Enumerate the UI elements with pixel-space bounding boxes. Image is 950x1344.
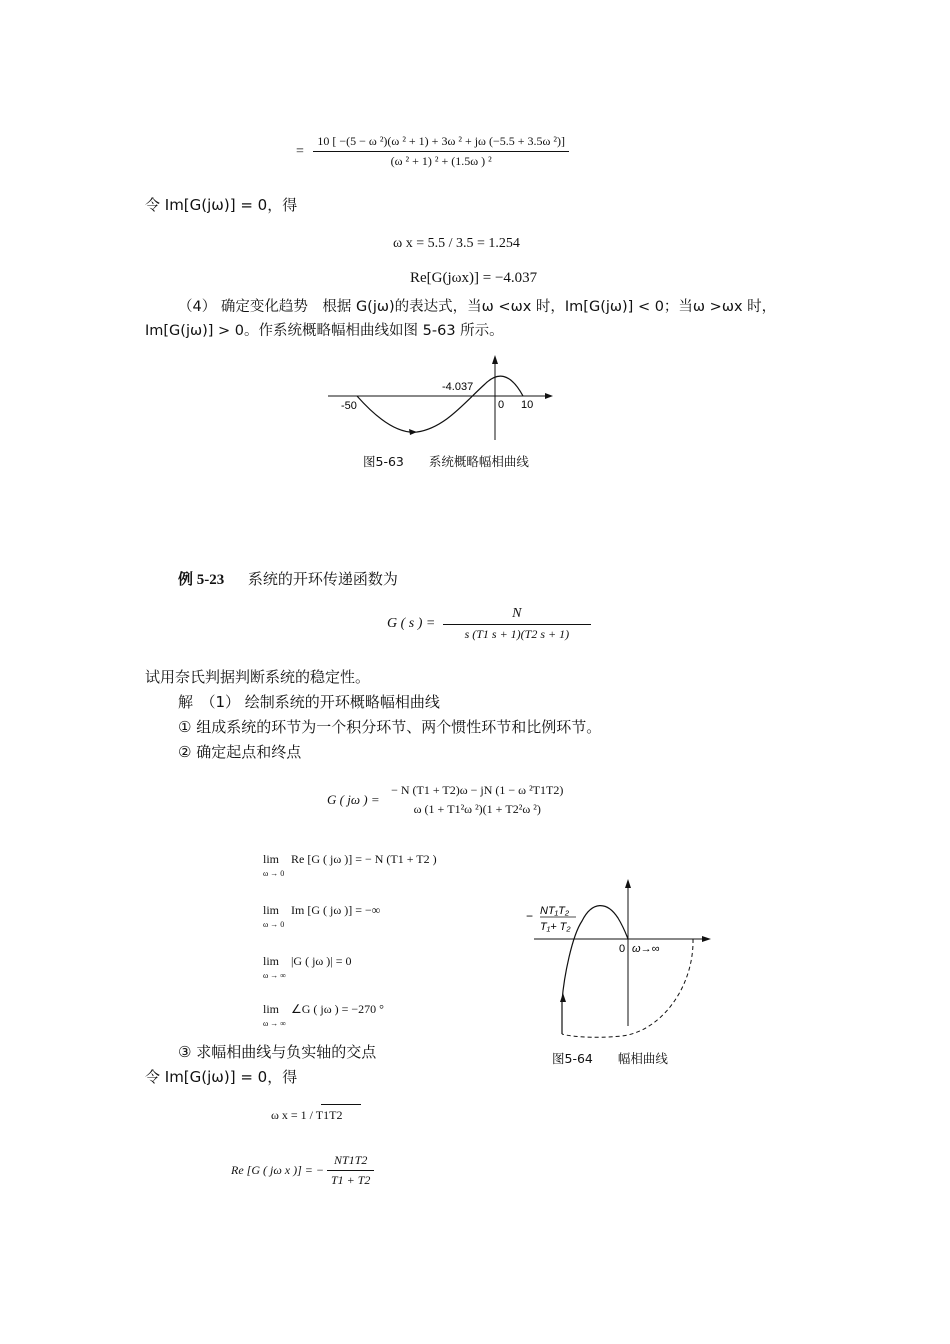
fig63-imag-axis-arrow [492, 355, 498, 364]
example-heading: 例 5-23 [178, 572, 225, 588]
fig64-imag-axis-arrow [625, 879, 631, 888]
eq-wx2-text: ω x = 1 / T1T2 [271, 1108, 343, 1122]
eq-gjw-fraction [387, 783, 567, 817]
limit-2-lim: lim [263, 903, 280, 917]
eq-re2 [231, 1153, 374, 1188]
eq-re2-lhs: Re [G ( jω x )] = − [231, 1163, 324, 1177]
line-im-zero-1: 令 Im[G(jω)] = 0，得 [145, 196, 298, 214]
eq-gjw-lhs: G ( jω ) = [327, 792, 380, 807]
eq-omega-x: ω x = 5.5 / 3.5 = 1.254 [393, 236, 520, 251]
fig63-caption: 图5-63 系统概略幅相曲线 [363, 454, 529, 469]
eq-re2-denominator: T1 + T2 [330, 1173, 371, 1187]
limit-2-expr: Im [G ( jω )] = −∞ [291, 903, 381, 917]
eq-gs-fraction [443, 606, 591, 642]
fig64-label-0: 0 [619, 943, 626, 955]
eq-gjw-numerator: − N (T1 + T2)ω − jN (1 − ω ²T1T2) [391, 783, 564, 797]
fig63-label-c: 0 [498, 399, 505, 411]
limit-3-expr: |G ( jω )| = 0 [291, 954, 352, 968]
fig63-real-axis-arrow [545, 393, 553, 399]
eq-top-lhs: = [296, 143, 304, 159]
line-step3: ③ 求幅相曲线与负实轴的交点 [178, 1043, 377, 1061]
eq-gs-denominator: s (T1 s + 1)(T2 s + 1) [464, 627, 570, 641]
fig64-caption: 图5-64 幅相曲线 [552, 1051, 668, 1066]
line-step1: ① 组成系统的环节为一个积分环节、两个惯性环节和比例环节。 [178, 718, 602, 736]
eq-top-numerator: 10 [ −(5 − ω ²)(ω ² + 1) + 3ω ² + jω (−5.5 + 3.5ω ²)] [313, 134, 569, 152]
limit-2 [263, 903, 284, 929]
limit-3-sub: ω → ∞ [263, 971, 286, 980]
eq-gs-numerator: N [443, 606, 591, 625]
limit-2-sub: ω → 0 [263, 920, 285, 929]
eq-top-fraction [313, 134, 569, 169]
limit-1-lim: lim [263, 852, 280, 866]
fig63-label-d: 10 [521, 399, 534, 411]
line-step2: ② 确定起点和终点 [178, 743, 302, 761]
eq-gs-lhs: G ( s ) = [387, 616, 436, 631]
fig63-label-b: -50 [341, 400, 357, 412]
eq-gs [387, 606, 591, 642]
figure-5-64 [522, 876, 717, 1046]
fig64-curve [562, 906, 628, 1034]
eq-re2-fraction [327, 1153, 374, 1188]
eq-gjw-denominator: ω (1 + T1²ω ²)(1 + T2²ω ²) [413, 802, 541, 816]
eq-re: Re[G(jωx)] = −4.037 [410, 270, 538, 286]
line-solve: 解 （1） 绘制系统的开环概略幅相曲线 [178, 693, 440, 711]
limit-1 [263, 852, 284, 878]
fig63-label-a: -4.037 [442, 381, 474, 393]
limit-3 [263, 954, 286, 980]
fig64-real-axis-arrow [702, 936, 711, 942]
fig64-frac-den: T₁+ T₂ [540, 921, 571, 933]
limit-1-sub: ω → 0 [263, 869, 285, 878]
limit-4-lim: lim [263, 1002, 280, 1016]
example-line [178, 568, 398, 589]
eq-top-denominator: (ω ² + 1) ² + (1.5ω ) ² [390, 154, 492, 168]
line-nyquist: 试用奈氏判据判断系统的稳定性。 [145, 668, 371, 686]
limit-4-expr: ∠G ( jω ) = −270 ° [291, 1002, 384, 1016]
equation-top [296, 134, 569, 169]
example-text: 系统的开环传递函数为 [247, 570, 398, 588]
fig64-frac-num: NT₁T₂ [540, 905, 570, 917]
limit-4-sub: ω → ∞ [263, 1019, 286, 1028]
fig64-minus: − [526, 909, 534, 923]
line-im-zero-2: 令 Im[G(jω)] = 0，得 [145, 1068, 298, 1086]
para-trend-1: （4） 确定变化趋势 根据 G(jω)的表达式，当ω <ωx 时，Im[G(jω)] < 0；当ω >ωx 时， [178, 299, 777, 315]
fig64-curve-arrow [560, 993, 566, 1002]
limit-1-expr: Re [G ( jω )] = − N (T1 + T2 ) [291, 852, 437, 866]
eq-gjw [327, 783, 567, 817]
fig64-label-omega: ω→∞ [632, 943, 660, 955]
eq-re2-numerator: NT1T2 [327, 1153, 374, 1171]
figure-5-63 [325, 352, 555, 447]
sqrt-overline [321, 1104, 361, 1105]
limit-3-lim: lim [263, 954, 280, 968]
fig63-curve-arrow [409, 429, 417, 435]
eq-wx2 [271, 1108, 342, 1123]
para-trend-2: Im[G(jω)] > 0。作系统概略幅相曲线如图 5-63 所示。 [145, 323, 504, 339]
limit-4 [263, 1002, 286, 1028]
